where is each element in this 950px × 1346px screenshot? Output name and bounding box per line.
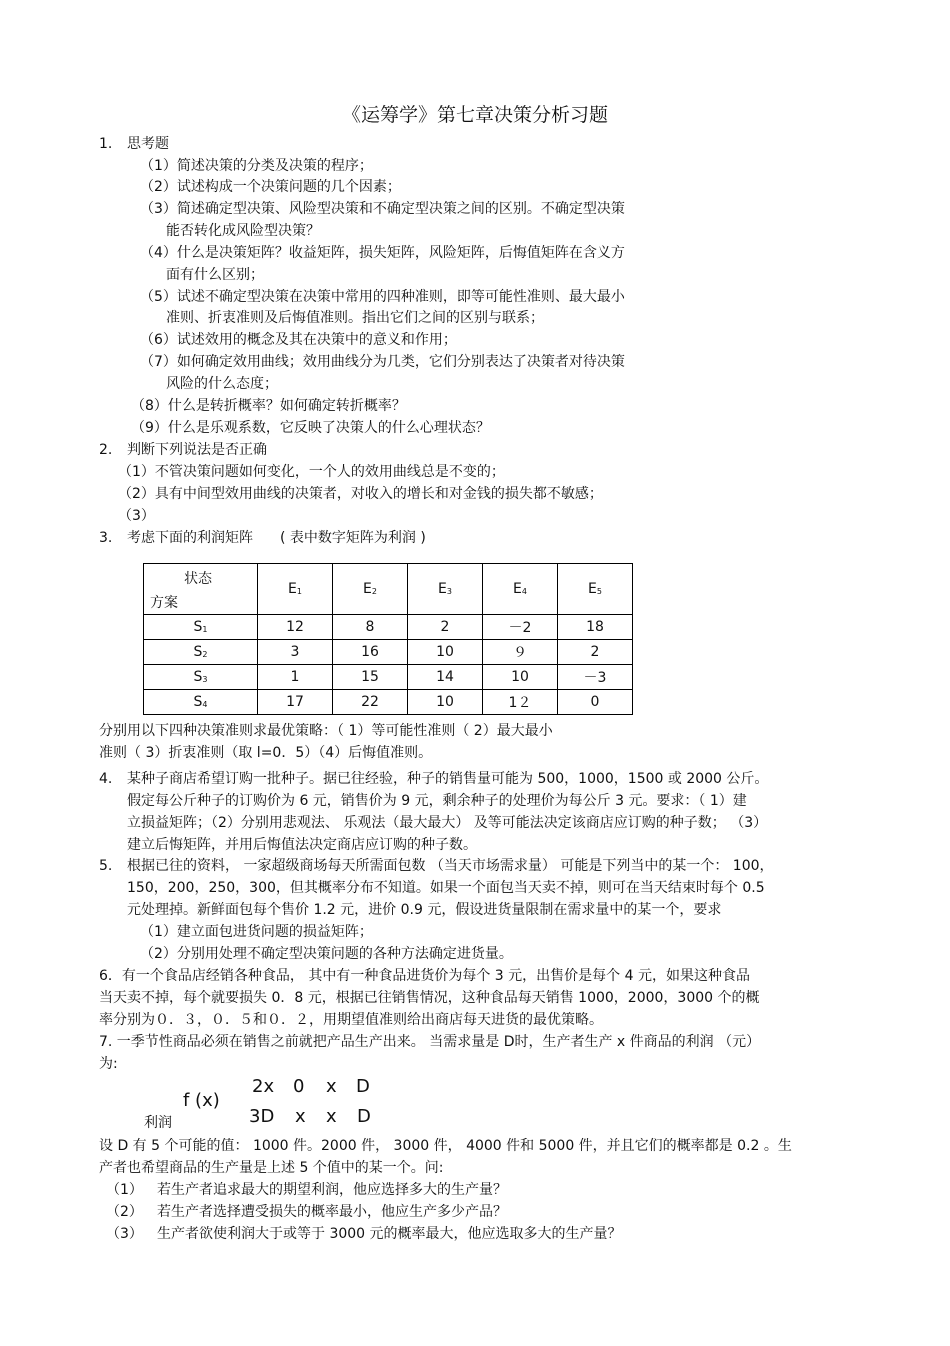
q2-item: （1）不管决策问题如何变化，一个人的效用曲线总是不变的； [118,464,505,480]
table-corner-cell [144,564,258,615]
q3-text: 分别用以下四种决策准则求最优策略：（ 1）等可能性准则（ 2）最大最小 [99,723,553,739]
q1-item-cont: 准则、折衷准则及后悔值准则。指出它们之间的区别与联系； [166,310,544,326]
row-header: $S_2$ [144,640,258,665]
profit-matrix-table [143,563,633,715]
row-header: $S_1$ [144,615,258,640]
row-header: $S_3$ [144,665,258,690]
q1-item: （5）试述不确定型决策在决策中常用的四种准则，即等可能性准则、最大最小 [140,289,625,305]
formula-case2-cond: x [295,1106,306,1127]
q1-item: （2）试述构成一个决策问题的几个因素； [140,179,401,195]
q5-number: 5. [99,858,113,874]
q5-item: （2）分别用处理不确定型决策问题的各种方法确定进货量。 [140,946,513,962]
column-header: $E_1$ [258,564,333,615]
table-cell: ９ [483,640,558,665]
q7-text: 设 D 有 5 个可能的值： 1000 件。2000 件， 3000 件， 4000 件和 5000 件，并且它们的概率都是 0.2 。生 [99,1138,792,1154]
q1-heading: 思考题 [127,136,169,152]
table-cell: 8 [333,615,408,640]
table-cell: 10 [408,690,483,715]
column-header: $E_3$ [408,564,483,615]
table-row [144,690,633,715]
formula-case1-expr: 2x [252,1076,275,1097]
q7-text: 为: [99,1056,118,1072]
q2-heading: 判断下列说法是否正确 [127,442,267,458]
table-cell: 16 [333,640,408,665]
q4-text: 建立后悔矩阵，并用后悔值法决定商店应订购的种子数。 [127,837,477,853]
q1-item: （4）什么是决策矩阵？收益矩阵，损失矩阵，风险矩阵，后悔值矩阵在含义方 [140,245,625,261]
table-cell: 2 [408,615,483,640]
q4-number: 4. [99,771,113,787]
corner-plan-label: 方案 [150,595,178,611]
q3-note: ( 表中数字矩阵为利润 ) [280,530,426,546]
q7-item: 若生产者选择遭受损失的概率最小，他应生产多少产品？ [157,1204,507,1220]
q1-item: （8）什么是转折概率？如何确定转折概率？ [131,398,406,414]
table-cell: 1２ [483,690,558,715]
q2-item: （2）具有中间型效用曲线的决策者，对收入的增长和对金钱的损失都不敏感； [118,486,603,502]
formula-label: 利润 [144,1115,172,1131]
page-title: 《运筹学》第七章决策分析习题 [341,104,608,126]
table-cell: 2 [558,640,633,665]
q1-item: （9）什么是乐观系数，它反映了决策人的什么心理状态？ [131,420,490,436]
table-cell: 18 [558,615,633,640]
table-cell: 10 [408,640,483,665]
table-cell: 12 [258,615,333,640]
table-row [144,615,633,640]
formula-case1-cond: x [326,1076,337,1097]
table-row [144,665,633,690]
table-cell: 15 [333,665,408,690]
q6-text: 6．有一个食品店经销各种食品， 其中有一种食品进货价为每个 3 元，出售价是每个 4 元，如果这种食品 [99,968,750,984]
q5-text: 150，200，250，300，但其概率分布不知道。如果一个面包当天卖不掉，则可在当天结束时每个 0.5 [127,880,765,896]
q6-text: 当天卖不掉，每个就要损失 0．8 元，根据已往销售情况，这种食品每天销售 1000，2000，3000 个的概 [99,990,760,1006]
table-cell: 10 [483,665,558,690]
q7-item-number: （3） [106,1226,143,1242]
corner-state-label: 状态 [184,571,212,587]
formula-case2-cond: x [326,1106,337,1127]
q1-item: （3）简述确定型决策、风险型决策和不确定型决策之间的区别。不确定型决策 [140,201,625,217]
q5-text: 根据已往的资料， 一家超级商场每天所需面包数 （当天市场需求量） 可能是下列当中的某一个： 100， [127,858,774,874]
table-cell: 14 [408,665,483,690]
q1-item: （6）试述效用的概念及其在决策中的意义和作用； [140,332,457,348]
row-header: $S_4$ [144,690,258,715]
q1-item-cont: 风险的什么态度； [166,376,278,392]
q7-text: 7. 一季节性商品必须在销售之前就把产品生产出来。 当需求量是 D时，生产者生产 x 件商品的利润 （元） [99,1034,761,1050]
q2-number: 2. [99,442,113,458]
q7-text: 产者也希望商品的生产量是上述 5 个值中的某一个。问: [99,1160,444,1176]
q7-item: 生产者欲使利润大于或等于 3000 元的概率最大，他应选取多大的生产量？ [157,1226,622,1242]
q4-text: 假定每公斤种子的订购价为 6 元，销售价为 9 元，剩余种子的处理价为每公斤 3 元。要求：（ 1）建 [127,793,747,809]
q6-text: 率分别为０．３，０．５和０．２，用期望值准则给出商店每天进货的最优策略。 [99,1012,603,1028]
formula-case1-cond: 0 [293,1076,305,1097]
column-header: $E_2$ [333,564,408,615]
table-cell: －3 [558,665,633,690]
q1-item: （1）简述决策的分类及决策的程序； [140,158,373,174]
q2-item: （3） [118,508,155,524]
q1-number: 1. [99,136,113,152]
table-cell: 22 [333,690,408,715]
q1-item: （7）如何确定效用曲线；效用曲线分为几类，它们分别表达了决策者对待决策 [140,354,625,370]
q7-item-number: （2） [106,1204,143,1220]
q7-item: 若生产者追求最大的期望利润，他应选择多大的生产量？ [157,1182,507,1198]
formula-case2-expr: 3D [249,1106,275,1127]
q3-heading: 考虑下面的利润矩阵 [127,530,253,546]
q3-number: 3. [99,530,113,546]
q7-item-number: （1） [106,1182,143,1198]
table-cell: 17 [258,690,333,715]
formula-case1-cond: D [356,1076,370,1097]
table-row [144,640,633,665]
formula-fx: f (x) [183,1090,220,1111]
q1-item-cont: 面有什么区别； [166,267,264,283]
table-cell: 3 [258,640,333,665]
formula-case2-cond: D [357,1106,371,1127]
q4-text: 某种子商店希望订购一批种子。据已往经验，种子的销售量可能为 500，1000，1500 或 2000 公斤。 [127,771,769,787]
q5-text: 元处理掉。新鲜面包每个售价 1.2 元，进价 0.9 元，假设进货量限制在需求量中的某一个，要求 [127,902,722,918]
column-header: $E_5$ [558,564,633,615]
q5-item: （1）建立面包进货问题的损益矩阵； [140,924,373,940]
q3-text: 准则（ 3）折衷准则（取 l=0．5）（4）后悔值准则。 [99,745,433,761]
column-header: $E_4$ [483,564,558,615]
q1-item-cont: 能否转化成风险型决策？ [166,223,320,239]
table-cell: 0 [558,690,633,715]
q4-text: 立损益矩阵；（2）分别用悲观法、 乐观法（最大最大） 及等可能法决定该商店应订购的种子数； （3） [127,815,768,831]
table-cell: 1 [258,665,333,690]
table-cell: －2 [483,615,558,640]
